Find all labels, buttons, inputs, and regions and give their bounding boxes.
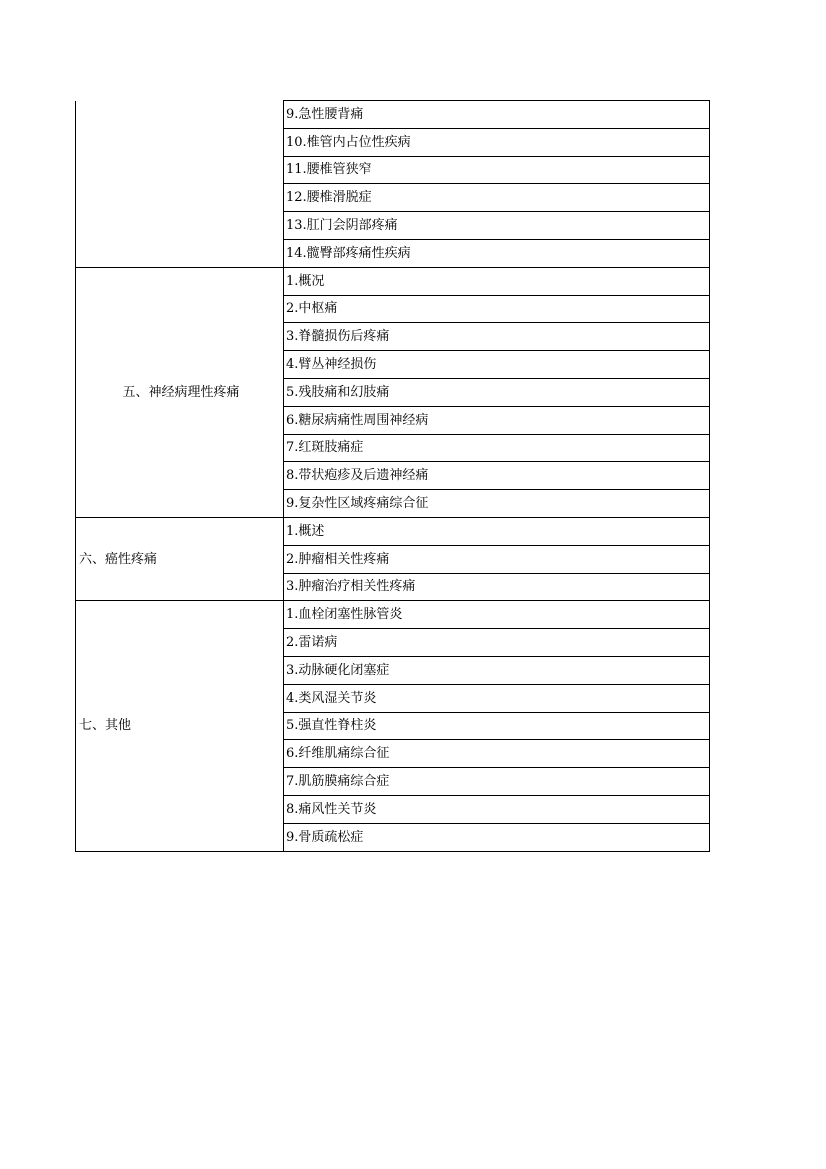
table-row — [76, 601, 710, 629]
topic-item: 9.急性腰背痛 — [284, 101, 710, 129]
topic-item: 13.肛门会阴部疼痛 — [284, 212, 710, 240]
topic-item: 1.概述 — [284, 517, 710, 545]
table-row — [76, 517, 710, 545]
topic-item: 4.臂丛神经损伤 — [284, 351, 710, 379]
topic-item: 12.腰椎滑脱症 — [284, 184, 710, 212]
topic-item: 2.中枢痛 — [284, 295, 710, 323]
topic-item: 3.动脉硬化闭塞症 — [284, 656, 710, 684]
topic-item: 9.复杂性区域疼痛综合征 — [284, 490, 710, 518]
topic-item: 1.血栓闭塞性脉管炎 — [284, 601, 710, 629]
topic-item: 14.髋臀部疼痛性疾病 — [284, 239, 710, 267]
syllabus-table — [75, 100, 710, 852]
table-row — [76, 267, 710, 295]
category-cell: 六、癌性疼痛 — [76, 517, 284, 600]
topic-item: 2.肿瘤相关性疼痛 — [284, 545, 710, 573]
topic-item: 5.残肢痛和幻肢痛 — [284, 378, 710, 406]
topic-item: 5.强直性脊柱炎 — [284, 712, 710, 740]
table-row — [76, 101, 710, 129]
topic-item: 7.肌筋膜痛综合症 — [284, 768, 710, 796]
topic-item: 10.椎管内占位性疾病 — [284, 128, 710, 156]
topic-item: 7.红斑肢痛症 — [284, 434, 710, 462]
topic-item: 11.腰椎管狭窄 — [284, 156, 710, 184]
topic-item: 4.类风湿关节炎 — [284, 684, 710, 712]
topic-item: 1.概况 — [284, 267, 710, 295]
topic-item: 6.糖尿病痛性周围神经病 — [284, 406, 710, 434]
category-cell: 七、其他 — [76, 601, 284, 851]
category-cell — [76, 101, 284, 268]
topic-item: 2.雷诺病 — [284, 629, 710, 657]
topic-item: 8.带状疱疹及后遗神经痛 — [284, 462, 710, 490]
topic-item: 3.脊髓损伤后疼痛 — [284, 323, 710, 351]
topic-item: 8.痛风性关节炎 — [284, 795, 710, 823]
topic-item: 6.纤维肌痛综合征 — [284, 740, 710, 768]
topic-item: 3.肿瘤治疗相关性疼痛 — [284, 573, 710, 601]
category-cell: 五、神经病理性疼痛 — [76, 267, 284, 517]
topic-item: 9.骨质疏松症 — [284, 823, 710, 851]
